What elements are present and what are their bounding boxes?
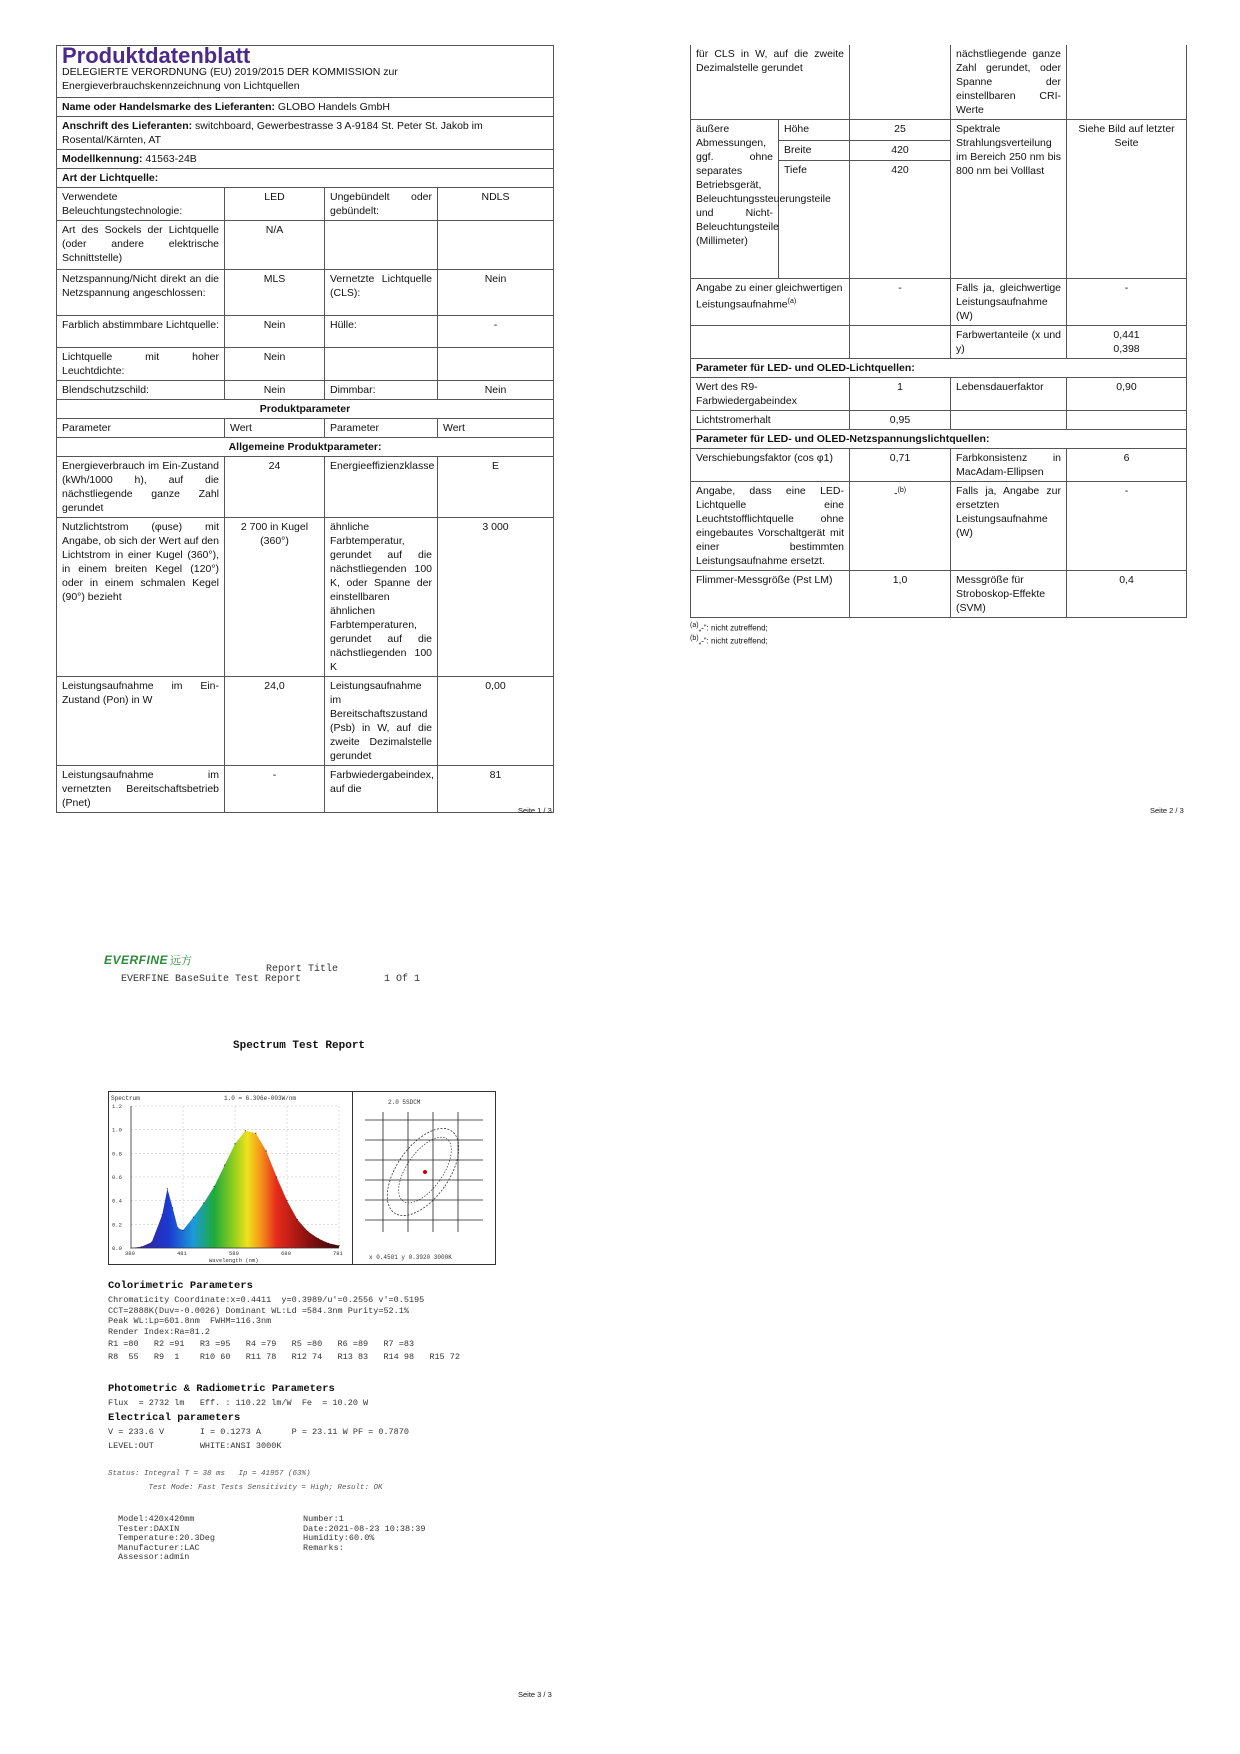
- y-tick-label: 1.0: [112, 1126, 122, 1134]
- supplier-row: [57, 98, 554, 117]
- spectrum-point: [276, 1176, 277, 1177]
- chart-top-label: 1.0 = 6.306e-003W/nm: [224, 1095, 297, 1102]
- table-row: [57, 348, 554, 381]
- x-tick-label: 680: [281, 1250, 291, 1257]
- meta-line: Humidity:60.0%: [303, 1533, 375, 1543]
- cell-label: Energieeffizienzklasse: [325, 457, 438, 518]
- regulation-text: DELEGIERTE VERORDNUNG (EU) 2019/2015 DER KOMMISSION zur Energieverbrauchskennzeichnung von Lichtquellen: [62, 66, 398, 92]
- cell-value: 6: [1067, 449, 1187, 482]
- cell-label: Hülle:: [325, 316, 438, 348]
- meta-line: Number:1: [303, 1514, 344, 1524]
- spectrum-point: [245, 1130, 246, 1131]
- cell-label: [325, 221, 438, 270]
- cell-label: Netzspannung/Nicht direkt an die Netzspannung angeschlossen:: [57, 270, 225, 316]
- chromaticity-y: 0,398: [1113, 343, 1140, 355]
- footnote-b: [690, 635, 1186, 646]
- meta-line: Remarks:: [303, 1542, 344, 1553]
- cell-label: für CLS in W, auf die zweite Dezimalstelle gerundet: [691, 45, 850, 120]
- cell-label: ähnliche Farbtemperatur, gerundet auf die nächstliegenden 100 K, oder Spanne der einstellbaren ähnlichen Farbtemperaturen, gerundet auf die nächstliegenden 100 K: [325, 518, 438, 677]
- footnote-a-text: „-“: nicht zutreffend;: [698, 623, 768, 633]
- page-2: [690, 45, 1186, 645]
- meta-right: [303, 1515, 425, 1553]
- cell-value: E: [438, 457, 554, 518]
- cell-value: Nein: [438, 381, 554, 400]
- footnote-mark: (b): [897, 487, 907, 494]
- meta-line: Date:2021-08-23 10:38:39: [303, 1523, 426, 1534]
- table-row: [57, 221, 554, 270]
- product-datasheet-table-cont: [690, 45, 1187, 618]
- cell-label: [325, 348, 438, 381]
- cell-label: Verwendete Beleuchtungstechnologie:: [57, 188, 225, 221]
- led-params-heading: Parameter für LED- und OLED-Lichtquellen:: [691, 359, 1187, 378]
- net-params-heading: Parameter für LED- und OLED-Netzspannungslichtquellen:: [691, 430, 1187, 449]
- cell-label: Energieverbrauch im Ein-Zustand (kWh/1000 h), auf die nächstliegende ganze Zahl gerundet: [57, 457, 225, 518]
- table-row: [691, 378, 1187, 411]
- product-params-heading: Produktparameter: [57, 400, 554, 419]
- footnote-mark: (b): [690, 634, 699, 642]
- cell-value: [1067, 326, 1187, 359]
- footnote-mark: (a): [787, 298, 797, 305]
- x-tick-label: 380: [125, 1250, 135, 1257]
- spectrum-point: [234, 1143, 235, 1144]
- cell-value: Nein: [225, 381, 325, 400]
- electrical-title: Electrical parameters: [108, 1412, 241, 1424]
- table-row: [691, 449, 1187, 482]
- cell-value: -: [225, 766, 325, 813]
- table-row: [57, 316, 554, 348]
- address-value: switchboard, Gewerbestrasse 3 A-9184 St. Peter St. Jakob im Rosental/Kärnten, AT: [62, 120, 483, 146]
- table-row: [57, 457, 554, 518]
- spectral-value: Siehe Bild auf letzter Seite: [1067, 120, 1187, 279]
- table-row: [691, 411, 1187, 430]
- cell-value: 0,95: [850, 411, 951, 430]
- cie-coords: x 0.4501 y 0.3920 3000K: [369, 1254, 452, 1261]
- cell-value: 3 000: [438, 518, 554, 677]
- cell-value: -: [850, 279, 951, 326]
- table-header-row: [57, 419, 554, 438]
- cell-label: nächstliegende ganze Zahl gerundet, oder Spanne der einstellbaren CRI-Werte: [951, 45, 1067, 120]
- spectrum-chart-frame: [108, 1091, 496, 1265]
- cell-value: 1,0: [850, 571, 951, 618]
- meta-line: Manufacturer:LAC: [118, 1542, 200, 1553]
- supplier-value: GLOBO Handels GmbH: [277, 101, 390, 113]
- photometric-line: Flux = 2732 lm Eff. : 110.22 lm/W Fe = 10.20 W: [108, 1398, 369, 1408]
- spectrum-point: [162, 1214, 163, 1215]
- dimensions-row: [691, 120, 1187, 141]
- cell-label: Art des Sockels der Lichtquelle (oder andere elektrische Schnittstelle): [57, 221, 225, 270]
- report-line: Chromaticity Coordinate:x=0.4411 y=0.3989/u'=0.2556 v'=0.5195: [108, 1295, 425, 1305]
- footnote-b-text: „-“: nicht zutreffend;: [698, 636, 768, 646]
- header-value: Wert: [438, 419, 554, 438]
- cell-value: -: [1067, 482, 1187, 571]
- spectrum-point: [182, 1230, 183, 1231]
- cell-label: Dimmbar:: [325, 381, 438, 400]
- report-pages: 1 Of 1: [384, 974, 421, 985]
- spectrum-point: [167, 1188, 168, 1189]
- table-row: [57, 188, 554, 221]
- spectrum-point: [286, 1200, 287, 1201]
- y-tick-label: 0.0: [112, 1245, 122, 1252]
- cell-label: Blendschutzschild:: [57, 381, 225, 400]
- cell-label: Leistungsaufnahme im Ein-Zustand (Pon) in W: [57, 677, 225, 766]
- spectrum-point: [297, 1219, 298, 1220]
- cell-label: Messgröße für Stroboskop-Effekte (SVM): [951, 571, 1067, 618]
- cell-value: Nein: [438, 270, 554, 316]
- cell-value: 1: [850, 378, 951, 411]
- cell-label: Farbwiedergabeindex, auf die: [325, 766, 438, 813]
- cell-value: Nein: [225, 348, 325, 381]
- dim-value: 25: [850, 120, 951, 141]
- report-title-value: EVERFINE BaseSuite Test Report: [121, 974, 302, 985]
- meta-line: Model:420x420mm: [118, 1514, 195, 1524]
- cie-label: 2.0 5SDCM: [388, 1099, 421, 1106]
- table-row: [691, 482, 1187, 571]
- y-tick-label: 0.6: [112, 1174, 122, 1181]
- cell-value: [1067, 411, 1187, 430]
- cell-label: Verschiebungsfaktor (cos φ1): [691, 449, 850, 482]
- report-line: R8 55 R9 1 R10 60 R11 78 R12 74 R13 83 R14 98 R15 72: [108, 1351, 460, 1362]
- cell-label: Farbwertanteile (x und y): [951, 326, 1067, 359]
- colorimetric-lines: [108, 1295, 460, 1362]
- footnote-a: [690, 622, 1186, 633]
- cell-label: Nutzlichtstrom (φuse) mit Angabe, ob sich der Wert auf den Lichtstrom in einer Kugel (360°), in einem breiten Kegel (120°) oder in einem schmalen Kegel (90°) bezieht: [57, 518, 225, 677]
- report-line: Render Index:Ra=81.2: [108, 1326, 211, 1337]
- dimensions-label: äußere Abmessungen, ggf. ohne separates Betriebsgerät, Beleuchtungssteuerungsteile und Nicht-Beleuchtungsteile (Millimeter): [691, 120, 779, 279]
- footnote-mark: (a): [690, 622, 699, 629]
- spectrum-point: [141, 1246, 142, 1247]
- spectrum-point: [151, 1242, 152, 1243]
- cell-value: NDLS: [438, 188, 554, 221]
- meta-line: Tester:DAXIN: [118, 1523, 180, 1534]
- model-value: 41563-24B: [145, 153, 197, 165]
- chromaticity-x: 0,441: [1113, 329, 1140, 341]
- model-label: Modellkennung:: [62, 153, 143, 165]
- meta-left: [118, 1515, 215, 1563]
- spectrum-area: [131, 1131, 339, 1248]
- page-number-2: Seite 2 / 3: [1150, 806, 1184, 815]
- page-number-1: Seite 1 / 3: [518, 806, 552, 815]
- cell-label: Flimmer-Messgröße (Pst LM): [691, 571, 850, 618]
- cell-value: 0,90: [1067, 378, 1187, 411]
- meta-line: Assessor:admin: [118, 1552, 190, 1562]
- spectrum-point: [203, 1202, 204, 1203]
- spectrum-point: [266, 1150, 267, 1151]
- x-tick-label: 481: [177, 1250, 187, 1257]
- report-line: R1 =80 R2 =91 R3 =95 R4 =79 R5 =80 R6 =89 R7 =83: [108, 1339, 415, 1349]
- product-datasheet-table: [56, 45, 554, 813]
- table-row: [57, 518, 554, 677]
- report-line: Test Mode: Fast Tests Sensitivity = High; Result: OK: [108, 1483, 383, 1492]
- spectrum-point: [328, 1243, 329, 1244]
- chart-ylabel: Spectrum: [111, 1095, 140, 1102]
- header-value: Wert: [225, 419, 325, 438]
- report-line: Peak WL:Lp=601.8nm FWHM=116.3nm: [108, 1316, 272, 1326]
- cell-value: [1067, 45, 1187, 120]
- cell-label: Lichtstromerhalt: [691, 411, 850, 430]
- general-params-heading: Allgemeine Produktparameter:: [57, 438, 554, 457]
- cell-value: [438, 221, 554, 270]
- header-parameter: Parameter: [325, 419, 438, 438]
- cell-value: LED: [225, 188, 325, 221]
- cell-label: Leistungsaufnahme im Bereitschaftszustand (Psb) in W, auf die zweite Dezimalstelle gerundet: [325, 677, 438, 766]
- cell-label: Wert des R9-Farbwiedergabeindex: [691, 378, 850, 411]
- cell-value: MLS: [225, 270, 325, 316]
- brand-name: EVERFINE: [104, 953, 169, 967]
- dim-name: Breite: [779, 140, 850, 161]
- cell-value: N/A: [225, 221, 325, 270]
- cell-label: Falls ja, Angabe zur ersetzten Leistungsaufnahme (W): [951, 482, 1067, 571]
- everfine-logo: [104, 951, 192, 969]
- cell-label: Ungebündelt oder gebündelt:: [325, 188, 438, 221]
- spectrum-point: [224, 1165, 225, 1166]
- cell-value: 24: [225, 457, 325, 518]
- cell-value: -: [438, 316, 554, 348]
- model-row: [57, 150, 554, 169]
- cell-value: Nein: [225, 316, 325, 348]
- table-row: [691, 571, 1187, 618]
- report-title-label: Report Title: [266, 964, 339, 975]
- table-row: [691, 279, 1187, 326]
- report-line: V = 233.6 V I = 0.1273 A P = 23.11 W PF = 0.7870: [108, 1427, 409, 1437]
- spectrum-point: [338, 1245, 339, 1246]
- cell-label: [691, 326, 850, 359]
- spectrum-point: [255, 1133, 256, 1134]
- table-row: [691, 326, 1187, 359]
- y-tick-label: 0.4: [112, 1197, 122, 1205]
- dim-name: Tiefe: [779, 161, 850, 279]
- status-lines: [108, 1469, 383, 1493]
- address-label: Anschrift des Lieferanten:: [62, 120, 193, 132]
- cell-value: 0,71: [850, 449, 951, 482]
- table-row: [57, 270, 554, 316]
- meta-line: Temperature:20.3Deg: [118, 1533, 215, 1543]
- cie-point: [423, 1170, 427, 1174]
- report-line: LEVEL:OUT WHITE:ANSI 3000K: [108, 1440, 282, 1451]
- x-tick-label: 781: [333, 1250, 343, 1257]
- cell-value: 0,4: [1067, 571, 1187, 618]
- dim-value: 420: [850, 161, 951, 279]
- cell-label: Lebensdauerfaktor: [951, 378, 1067, 411]
- spectrum-point: [193, 1217, 194, 1218]
- spectrum-point: [177, 1227, 178, 1228]
- cell-value: -: [1067, 279, 1187, 326]
- cell-value: 81: [438, 766, 554, 813]
- y-tick-label: 0.8: [112, 1150, 122, 1158]
- header-parameter: Parameter: [57, 419, 225, 438]
- cell-label: Angabe, dass eine LED-Lichtquelle eine Leuchtstofflichtquelle ohne eingebautes Vorschaltgerät mit einer bestimmten Leistungsaufnahme ersetzt.: [691, 482, 850, 571]
- chart-xlabel: Wavelength (nm): [209, 1257, 259, 1264]
- y-tick-label: 0.2: [112, 1221, 122, 1229]
- cell-label: Vernetzte Lichtquelle (CLS):: [325, 270, 438, 316]
- table-row: [57, 381, 554, 400]
- y-tick-label: 1.2: [112, 1103, 122, 1110]
- supplier-label: Name oder Handelsmarke des Lieferanten:: [62, 101, 275, 113]
- report-heading: Spectrum Test Report: [233, 1040, 366, 1052]
- x-tick-label: 580: [229, 1250, 239, 1257]
- report-line: CCT=2888K(Duv=-0.0026) Dominant WL:Ld =584.3nm Purity=52.1%: [108, 1305, 409, 1316]
- report-line: Status: Integral T = 38 ms Ip = 41957 (63%): [108, 1470, 311, 1478]
- cell-label: Falls ja, gleichwertige Leistungsaufnahme (W): [951, 279, 1067, 326]
- spectrum-point: [214, 1186, 215, 1187]
- cell-label: Lichtquelle mit hoher Leuchtdichte:: [57, 348, 225, 381]
- cell-label: [691, 279, 850, 326]
- spectrum-chart: [109, 1092, 352, 1264]
- cell-label: [951, 411, 1067, 430]
- dim-name: Höhe: [779, 120, 850, 141]
- cell-value: [850, 482, 951, 571]
- value-text: -: [893, 487, 898, 500]
- table-row: [691, 45, 1187, 120]
- cell-value: [850, 326, 951, 359]
- type-label: Art der Lichtquelle:: [57, 169, 554, 188]
- brand-name-cn: 远方: [170, 955, 193, 967]
- page-1: [56, 45, 553, 813]
- cell-label: Leistungsaufnahme im vernetzten Bereitschaftsbetrieb (Pnet): [57, 766, 225, 813]
- equiv-power-label: Angabe zu einer gleichwertigen Leistungsaufnahme: [696, 282, 843, 311]
- page-number-3: Seite 3 / 3: [518, 1690, 552, 1699]
- address-row: [57, 117, 554, 150]
- colorimetric-title: Colorimetric Parameters: [108, 1280, 253, 1292]
- cie-diagram: [353, 1092, 495, 1264]
- photometric-title: Photometric & Radiometric Parameters: [108, 1383, 335, 1395]
- cell-label: Farbkonsistenz in MacAdam-Ellipsen: [951, 449, 1067, 482]
- spectrum-point: [318, 1238, 319, 1239]
- spectral-label: Spektrale Strahlungsverteilung im Bereich 250 nm bis 800 nm bei Volllast: [951, 120, 1067, 279]
- cell-value: [850, 45, 951, 120]
- cell-value: 24,0: [225, 677, 325, 766]
- table-row: [57, 677, 554, 766]
- cell-value: 0,00: [438, 677, 554, 766]
- spectrum-point: [172, 1207, 173, 1208]
- electrical-lines: [108, 1427, 409, 1451]
- spectrum-point: [307, 1231, 308, 1232]
- dim-value: 420: [850, 140, 951, 161]
- cell-value: 2 700 in Kugel (360°): [225, 518, 325, 677]
- table-row: [57, 766, 554, 813]
- cell-label: Farblich abstimmbare Lichtquelle:: [57, 316, 225, 348]
- page-title: Produktdatenblatt: [62, 43, 251, 68]
- cell-value: [438, 348, 554, 381]
